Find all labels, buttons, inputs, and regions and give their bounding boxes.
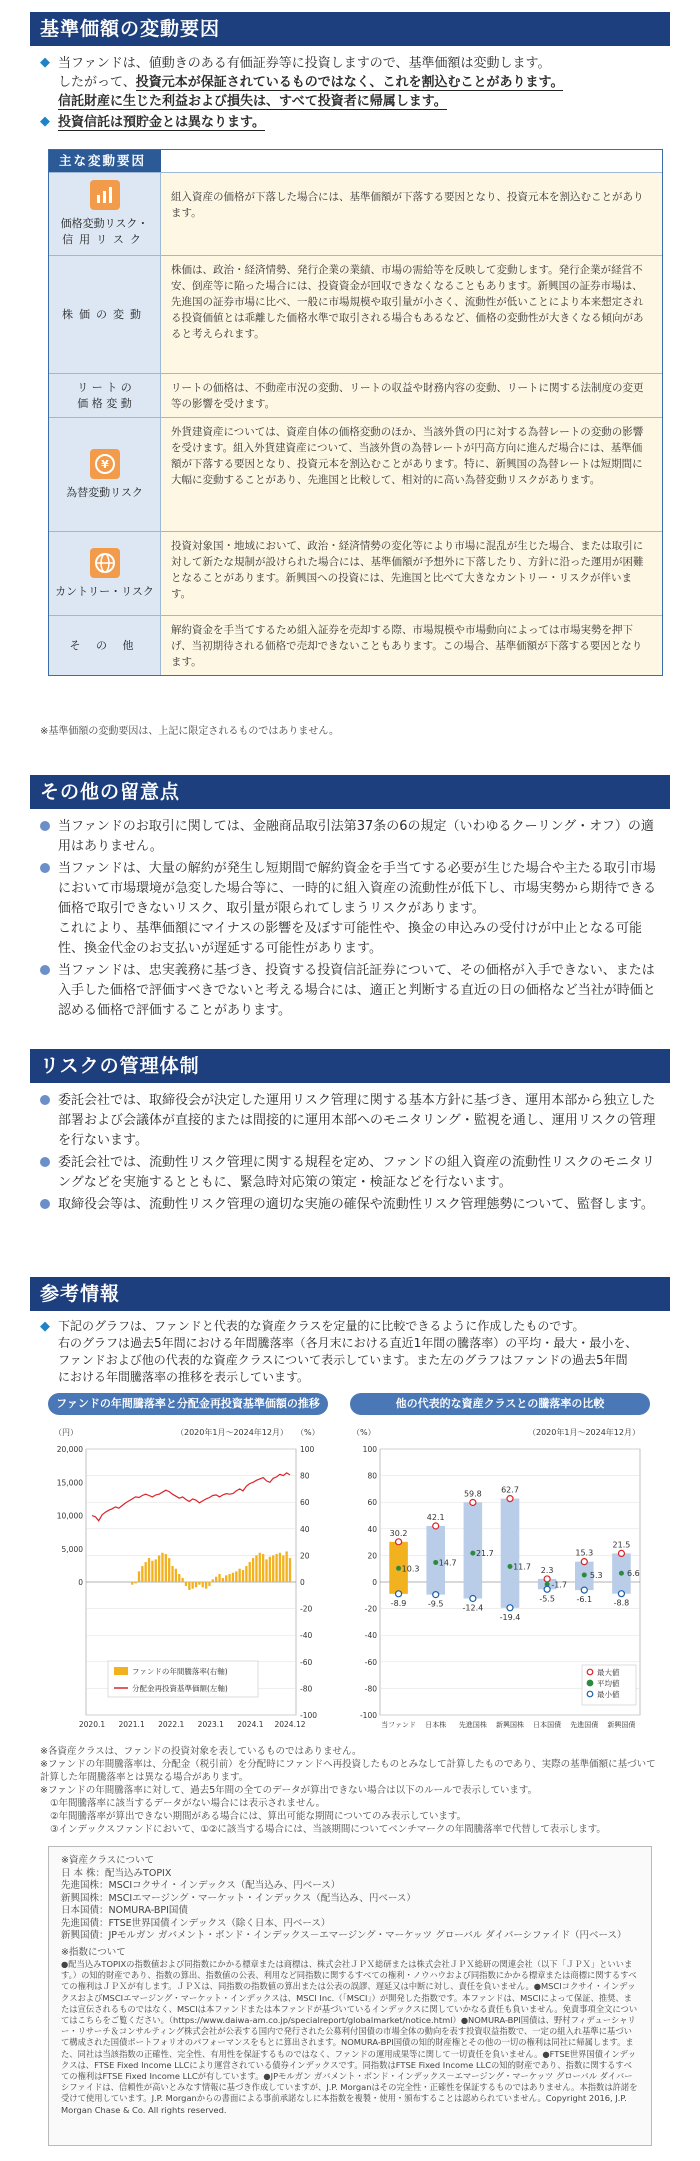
avg-data-label: 5.3 — [589, 1570, 603, 1580]
y-tick-label: 80 — [367, 1471, 377, 1481]
right-tick-label: 0 — [300, 1578, 305, 1587]
return-bar — [202, 1582, 204, 1587]
return-bar — [249, 1562, 251, 1582]
return-bar — [252, 1558, 254, 1582]
category-label: 日本国債 — [533, 1721, 562, 1729]
circle-bullet-icon — [40, 965, 50, 975]
table-row — [49, 373, 662, 417]
fluctuation-bullets — [40, 54, 665, 134]
right-tick-label: -40 — [300, 1631, 313, 1641]
section-header-reference: 参考情報 — [30, 1277, 670, 1311]
return-bar — [275, 1554, 277, 1582]
y-tick-label: 40 — [367, 1524, 377, 1534]
min-data-label: -5.5 — [539, 1594, 555, 1604]
max-data-label: 30.2 — [389, 1528, 408, 1538]
return-bar — [158, 1555, 160, 1582]
y-tick-label: 20 — [367, 1551, 377, 1561]
return-bar — [145, 1562, 147, 1582]
x-tick-label: 2022.1 — [158, 1720, 185, 1729]
diamond-bullet-icon: ◆ — [40, 114, 50, 129]
left-tick-label: 5,000 — [61, 1544, 83, 1554]
left-tick-label: 10,000 — [56, 1511, 83, 1521]
min-data-label: -19.4 — [499, 1612, 521, 1622]
nav-line — [92, 1473, 290, 1521]
bullet-item: ◆ 当ファンドは、値動きのある有価証券等に投資しますので、基準価額は変動します。 したがって、投資元本が保証されているものではなく、これを割込むことがあります。 信託財産に生じた利益および損失は、すべて投資者に帰属します。 — [40, 55, 564, 109]
legend-marker — [587, 1691, 593, 1697]
max-marker — [396, 1539, 402, 1545]
right-tick-label: -100 — [300, 1711, 318, 1720]
min-marker — [433, 1592, 439, 1598]
return-bar — [235, 1571, 237, 1582]
avg-marker — [396, 1566, 401, 1571]
bullet-item: ◆ 投資信託は預貯金とは異なります。 — [40, 114, 265, 130]
right-tick-label: 100 — [300, 1445, 315, 1454]
return-bar — [222, 1578, 224, 1582]
table-row — [49, 255, 662, 373]
min-marker — [544, 1586, 550, 1592]
return-bar — [272, 1555, 274, 1582]
min-data-label: -8.8 — [613, 1598, 630, 1608]
risk-label: カントリー・リスク — [55, 584, 154, 598]
return-bar — [242, 1570, 244, 1582]
min-marker — [470, 1595, 476, 1601]
max-marker — [433, 1523, 439, 1529]
avg-data-label: -1.7 — [551, 1580, 567, 1590]
x-tick-label: 2020.1 — [78, 1720, 106, 1729]
globe-icon — [90, 548, 120, 578]
legend-label: 最小値 — [597, 1690, 620, 1699]
return-bar — [259, 1553, 261, 1582]
category-label: 新興国株 — [496, 1721, 524, 1729]
category-label: 先進国株 — [458, 1721, 487, 1729]
chart-period: （2020年1月～2024年12月） — [528, 1428, 640, 1437]
return-bar — [198, 1582, 200, 1585]
bullet-item: 当ファンドは、忠実義務に基づき、投資する投資信託証券について、その価格が入手できない、または入手した価格で評価すべきでないと考える場合には、適正と判断する直近の日の価格など当社が時価と認める価格で評価することがあります。 — [40, 961, 665, 1021]
reference-intro — [40, 1318, 665, 1388]
comparison-chart-svg — [350, 1415, 650, 1760]
return-bar — [232, 1573, 234, 1582]
return-bar — [134, 1582, 136, 1583]
max-data-label: 2.3 — [540, 1565, 554, 1575]
right-tick-label: 40 — [300, 1524, 310, 1534]
risk-label: 価 格 変 動 — [77, 396, 132, 410]
risk-label: 信用リスク — [62, 233, 147, 246]
return-bar — [255, 1555, 257, 1582]
return-bar — [151, 1561, 153, 1582]
table-row — [49, 615, 662, 675]
legend-marker — [587, 1680, 593, 1686]
return-bar — [282, 1555, 284, 1582]
x-tick-label: 2024.12 — [274, 1720, 306, 1729]
price-chart-icon — [90, 180, 120, 210]
section-header-fluctuation: 基準価額の変動要因 — [30, 12, 670, 46]
notes-bullets — [40, 817, 665, 1023]
section-header-risk-management: リスクの管理体制 — [30, 1049, 670, 1083]
right-tick-label: -20 — [300, 1604, 313, 1614]
return-bar — [131, 1582, 133, 1585]
risk-label: 株価の変動 — [62, 307, 147, 321]
right-axis-unit: （%） — [296, 1428, 320, 1437]
return-bar — [239, 1569, 241, 1582]
left-axis-unit: （円） — [54, 1428, 78, 1437]
circle-bullet-icon — [40, 863, 50, 873]
risk-description: 組入資産の価格が下落した場合には、基準価額が下落する要因となり、投資元本を割込むことがあります。 — [161, 173, 662, 255]
x-tick-label: 2021.1 — [118, 1720, 145, 1729]
risk-factor-table — [48, 149, 663, 676]
return-bar — [195, 1582, 197, 1587]
avg-data-label: 6.6 — [627, 1569, 640, 1579]
max-marker — [544, 1576, 550, 1582]
min-data-label: -8.9 — [390, 1598, 407, 1608]
category-label: 新興国債 — [607, 1721, 636, 1729]
avg-marker — [582, 1572, 587, 1577]
comparison-chart-panel — [350, 1393, 650, 1760]
chart-legend — [108, 1661, 258, 1697]
chart-footnotes: ※各資産クラスは、ファンドの投資対象を表しているものではありません。 ※ファンドの年間騰落率は、分配金（税引前）を分配時にファンドへ再投資したものとみなして計算したものであり、実際の基準価額に基づいて計算した年間騰落率とは異なる場合があります。 ※ファンドの年間騰落率に対して、過去5年間の全てのデータが算出できない場合は以下のルールで表示しています。 ①年間騰落率に該当するデータがない場合には表示されません。 ②年間騰落率が算出できない期間がある場合には、算出可能な期間についてのみ表示しています。 ③インデックスファンドにおいて、①②に該当する場合には、当該期間についてベンチマークの年間騰落率で代替して表示します。 — [40, 1746, 656, 1835]
max-marker — [470, 1499, 476, 1505]
return-bar — [269, 1557, 271, 1582]
return-bar — [228, 1574, 230, 1582]
bullet-item: 取締役会等は、流動性リスク管理の適切な実施の確保や流動性リスク管理態勢について、監督します。 — [40, 1195, 665, 1215]
risk-label: 価格変動リスク・ — [60, 217, 149, 230]
risk-description: 株価は、政治・経済情勢、発行企業の業績、市場の需給等を反映して変動します。発行企業が経営不安、倒産等に陥った場合には、投資資金が回収できなくなることもあります。新興国の証券市場は、先進国の証券市場に比べ、一般に市場規模や取引量が小さく、流動性が低いことにより本来想定される投資価値とは乖離した価格水準で取引される場合もあるなど、価格の変動性が大きくなる傾向があると考えられます。 — [161, 256, 662, 373]
y-tick-label: -80 — [364, 1684, 377, 1694]
avg-marker — [508, 1564, 513, 1569]
risk-description: 投資対象国・地域において、政治・経済情勢の変化等により市場に混乱が生じた場合、または取引に対して新たな規制が設けられた場合には、基準価額が予想外に下落したり、方針に沿った運用が困難となることがあります。新興国への投資には、先進国と比べて大きなカントリー・リスクが伴います。 — [161, 532, 662, 615]
max-marker — [507, 1496, 513, 1502]
return-bar — [148, 1558, 150, 1582]
right-tick-label: 60 — [300, 1498, 310, 1508]
min-data-label: -9.5 — [427, 1599, 444, 1609]
return-bar — [171, 1566, 173, 1582]
risk-table-title: 主な変動要因 — [49, 150, 161, 172]
avg-data-label: 14.7 — [438, 1558, 457, 1568]
min-marker — [396, 1591, 402, 1597]
risk-management-bullets — [40, 1091, 665, 1217]
return-bar — [168, 1558, 170, 1582]
fund-chart-panel — [48, 1393, 328, 1760]
legend-label: ファンドの年間騰落率(右軸) — [132, 1667, 228, 1676]
section-header-notes: その他の留意点 — [30, 775, 670, 809]
category-label: 当ファンド — [381, 1721, 417, 1729]
y-tick-label: -20 — [364, 1604, 377, 1614]
legend-swatch-bar — [114, 1667, 128, 1675]
currency-exchange-icon — [90, 449, 120, 479]
risk-label: 為替変動リスク — [66, 485, 143, 499]
fluctuation-footnote: ※基準価額の変動要因は、上記に限定されるものではありません。 — [40, 726, 339, 737]
return-bar — [212, 1579, 214, 1582]
return-bar — [178, 1574, 180, 1582]
bullet-item: ◆ 下記のグラフは、ファンドと代表的な資産クラスを定量的に比較できるように作成したものです。 右のグラフは過去5年間における年間騰落率（各月末における直近1年間の騰落率）の平均・最大・最小を、 ファンドおよび他の代表的な資産クラスについて表示しています。また左のグラフはファンドの過去5年間 における年間騰落率の推移を表示しています。 — [40, 1319, 638, 1384]
min-marker — [507, 1605, 513, 1611]
return-bar — [192, 1582, 194, 1589]
chart-legend — [582, 1665, 636, 1705]
y-tick-label: -100 — [359, 1711, 377, 1720]
x-tick-label: 2024.1 — [237, 1720, 264, 1729]
diamond-bullet-icon: ◆ — [40, 55, 50, 70]
asset-class-notes: ※資産クラスについて 日 本 株：配当込みTOPIX 先進国株：MSCIコクサイ・インデックス（配当込み、円ベース） 新興国株：MSCIエマージング・マーケット・インデックス（配当込み、円ベース） 日本国債：NOMURA-BPI国債 先進国債：FTSE世界国債インデックス（除く日本、円ベース） 新興国債：JPモルガン ガバメント・ボンド・インデックス－エマージング・マーケッツ グローバル ダイバーシファイド（円ベース） ※指数について ●配当込みTOPIXの指数値および同指数にかかる標章または商標は、株式会社ＪＰＸ総研または株式会社ＪＰＸ総研の関連会社（以下「ＪＰＸ」といいます。）の知的財産であり、指数の算出、指数値の公表、利用など同指数に関するすべての権利・ノウハウおよび同指数にかかる標章または商標に関するすべての権利はＪＰＸが有します。ＪＰＸは、同指数の指数値の算出または公表の誤謬、遅延又は中断に対し、責任を負いません。●MSCIコクサイ・インデックスおよびMSCIエマージング・マーケット・インデックスは、MSCI Inc.（「MSCI」）が開発した指数です。本ファンドは、MSCIによって保証、推奨、または宣伝されるものではなく、MSCIは本ファンドまたは本ファンドが基づいているインデックスに関していかなる責任も負いません。免責事項全文についてはこちらをご覧ください。（https://www.daiwa-am.co.jp/specialreport/globalmarket/notice.html）●NOMURA-BPI国債は、野村フィデューシャリー・リサーチ＆コンサルティング株式会社が公表する国内で発行された公募利付国債の市場全体の動向を表す投資収益指数で、一定の組入れ基準に基づいて構成された国債ポートフォリオのパフォーマンスをもとに算出されます。NOMURA-BPI国債の知的財産権とその他の一切の権利は同社に帰属します。また、同社は当該指数の正確性、完全性、有用性を保証するものではなく、ファンドの運用成果等に関して一切責任を負いません。●FTSE世界国債インデックスは、FTSE Fixed Income LLCにより運営されている債券インデックスです。同指数はFTSE Fixed Income LLCの知的財産であり、指数に関するすべての権利はFTSE Fixed Income LLCが有しています。●JPモルガン ガバメント・ボンド・インデックス－エマージング・マーケッツ グローバル ダイバーシファイドは、信頼性が高いとみなす情報に基づき作成していますが、J.P. Morganはその完全性・正確性を保証するものではありません。本指数は許諾を受けて使用しています。J.P. Morganからの書面による事前承諾なしに本指数を複製・使用・頒布することは認められていません。Copyright 2016, J.P. Morgan Chase & Co. All rights reserved. — [48, 1846, 652, 2146]
legend-marker — [587, 1669, 593, 1675]
circle-bullet-icon — [40, 1199, 50, 1209]
bullet-item: 委託会社では、流動性リスク管理に関する規程を定め、ファンドの組入資産の流動性リスクのモニタリングなどを実施するとともに、緊急時対応策の策定・検証などを行ないます。 — [40, 1153, 665, 1193]
max-marker — [618, 1550, 624, 1556]
left-tick-label: 15,000 — [56, 1478, 83, 1488]
table-row — [49, 417, 662, 531]
max-data-label: 59.8 — [463, 1489, 482, 1499]
y-tick-label: 100 — [362, 1445, 377, 1454]
legend-label: 平均値 — [597, 1679, 620, 1688]
right-tick-label: -60 — [300, 1657, 313, 1667]
avg-data-label: 11.7 — [513, 1562, 531, 1572]
right-tick-label: 20 — [300, 1551, 310, 1561]
return-bar — [165, 1554, 167, 1582]
right-tick-label: -80 — [300, 1684, 313, 1694]
return-bar — [285, 1551, 287, 1582]
y-tick-label: 60 — [367, 1498, 377, 1508]
max-data-label: 62.7 — [501, 1485, 519, 1495]
x-tick-label: 2023.1 — [197, 1720, 224, 1729]
return-bar — [205, 1582, 207, 1589]
risk-description: リートの価格は、不動産市況の変動、リートの収益や財務内容の変動、リートに関する法制度の変更等の影響を受けます。 — [161, 374, 662, 417]
risk-description: 解約資金を手当てするため組入証券を売却する際、市場規模や市場動向によっては市場実勢を押下げ、当初期待される価格で売却できないこともあります。この場合、基準価額が下落する要因となります。 — [161, 616, 662, 675]
return-bar — [175, 1569, 177, 1582]
table-row — [49, 531, 662, 615]
risk-label: そ の 他 — [69, 638, 140, 652]
axis-unit: （%） — [352, 1428, 376, 1437]
y-tick-label: -60 — [364, 1657, 377, 1667]
legend-label: 分配金再投資基準価額(左軸) — [132, 1684, 228, 1693]
chart-period: （2020年1月～2024年12月） — [176, 1428, 288, 1437]
return-bar — [185, 1582, 187, 1586]
return-bar — [141, 1566, 143, 1582]
category-label: 日本株 — [425, 1721, 447, 1729]
return-bar — [245, 1566, 247, 1582]
max-marker — [581, 1559, 587, 1565]
risk-description: 外貨建資産については、資産自体の価格変動のほか、当該外貨の円に対する為替レートの変動の影響を受けます。組入外貨建資産について、当該外貨の為替レートが円高方向に進んだ場合には、基準価額が下落する要因となり、投資元本を割込むことがあります。特に、新興国の為替レートは短期間に大幅に変動することがあり、先進国と比較して、相対的に高い為替変動リスクがあります。 — [161, 418, 662, 531]
risk-label: リ ー ト の — [77, 380, 132, 394]
chart-title: ファンドの年間騰落率と分配金再投資基準価額の推移 — [48, 1393, 328, 1415]
avg-marker — [619, 1571, 624, 1576]
return-bar — [265, 1559, 267, 1582]
return-bar — [181, 1578, 183, 1582]
table-row — [49, 172, 662, 255]
return-bar — [188, 1582, 190, 1590]
min-data-label: -12.4 — [462, 1603, 484, 1613]
bullet-item: 当ファンドは、大量の解約が発生し短期間で解約資金を手当てする必要が生じた場合や主たる取引市場において市場環境が急変した場合等に、一時的に組入資産の流動性が低下し、市場実勢から期待できる価格で取引できないリスク、取引量が限られてしまうリスクがあります。 これにより、基準価額にマイナスの影響を及ぼす可能性や、換金の申込みの受付けが中止となる可能性、換金代金のお支払いが遅延する可能性があります。 — [40, 859, 665, 959]
legend-label: 最大値 — [597, 1668, 620, 1677]
category-label: 先進国債 — [570, 1721, 599, 1729]
max-data-label: 15.3 — [575, 1548, 594, 1558]
diamond-bullet-icon: ◆ — [40, 1319, 50, 1334]
circle-bullet-icon — [40, 821, 50, 831]
return-bar — [161, 1553, 163, 1582]
fund-chart-svg — [48, 1415, 328, 1760]
return-bar — [155, 1559, 157, 1582]
right-tick-label: 80 — [300, 1471, 310, 1481]
return-bar — [225, 1575, 227, 1582]
left-tick-label: 0 — [78, 1578, 83, 1587]
y-tick-label: -40 — [364, 1631, 377, 1641]
chart-title: 他の代表的な資産クラスとの騰落率の比較 — [350, 1393, 650, 1415]
circle-bullet-icon — [40, 1095, 50, 1105]
max-data-label: 42.1 — [426, 1513, 445, 1523]
y-tick-label: 0 — [372, 1578, 377, 1587]
bullet-item: 委託会社では、取締役会が決定した運用リスク管理に関する基本方針に基づき、運用本部から独立した部署および会議体が直接的または間接的に運用本部へのモニタリング・監視を通し、運用リスクの管理を行ないます。 — [40, 1091, 665, 1151]
return-bar — [262, 1554, 264, 1582]
avg-marker — [470, 1551, 475, 1556]
left-tick-label: 20,000 — [56, 1445, 83, 1454]
avg-data-label: 21.7 — [475, 1549, 494, 1559]
return-bar — [218, 1574, 220, 1582]
return-bar — [208, 1582, 210, 1586]
return-bar — [289, 1558, 291, 1582]
min-marker — [618, 1591, 624, 1597]
circle-bullet-icon — [40, 1157, 50, 1167]
range-bar — [501, 1499, 520, 1608]
return-bar — [279, 1553, 281, 1582]
svg-text:¥: ¥ — [100, 457, 109, 471]
max-data-label: 21.5 — [612, 1540, 631, 1550]
bullet-item: 当ファンドのお取引に関しては、金融商品取引法第37条の6の規定（いわゆるクーリング・オフ）の適用はありません。 — [40, 817, 665, 857]
avg-data-label: 10.3 — [401, 1564, 420, 1574]
avg-marker — [433, 1560, 438, 1565]
return-bar — [138, 1571, 140, 1582]
min-marker — [581, 1587, 587, 1593]
return-bar — [215, 1577, 217, 1582]
min-data-label: -6.1 — [576, 1595, 593, 1605]
